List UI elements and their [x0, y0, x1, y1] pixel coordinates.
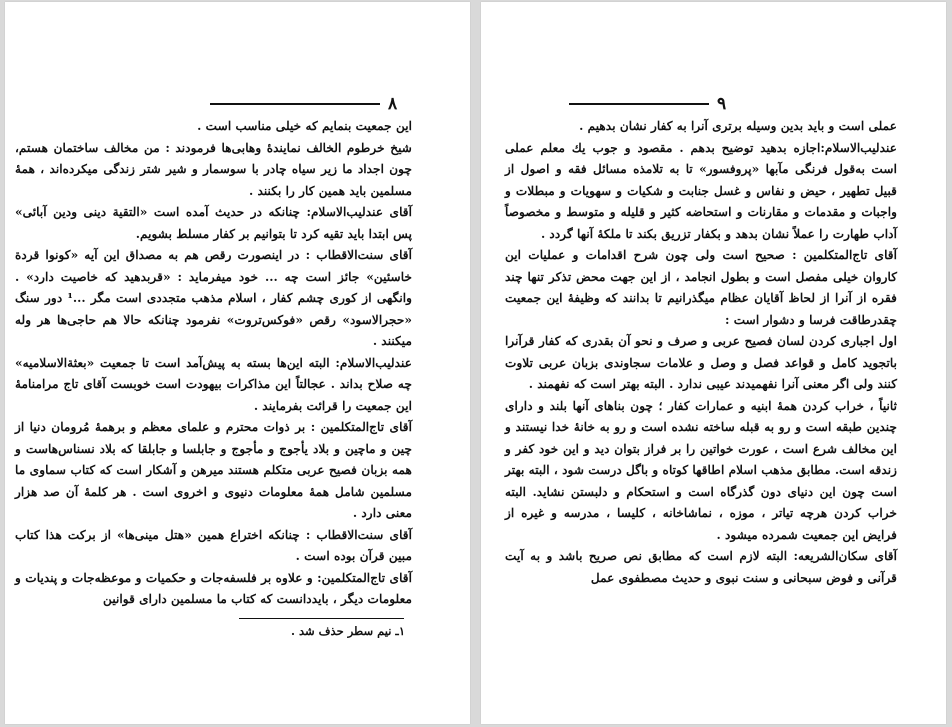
document-page-right	[481, 2, 946, 724]
footnote-rule	[239, 618, 404, 619]
paragraph: عملی است و باید بدین وسیله برتری آنرا به کفار نشان بدهیم .	[579, 119, 897, 133]
footnote: ۱ـ نیم سطر حذف شد .	[290, 624, 405, 638]
paragraph: این جمعیت بنمایم که خیلی مناسب است .	[197, 119, 412, 133]
paragraph: عندلیب‌الاسلام:اجازه بدهید توضیح بدهم . مقصود و جوب یك معلم عملی است به‌قول فرنگی مآبها «پروفسور» تا به تلامذه مسائل فقه و اصول از قبیل تطهیر ، حیض و نفاس و غسل جنابت و شکیات و سهویات و مبطلات و واجبات و مقدمات و مقارنات و استحاضه کثیر و قلیله و متوسط و مخصوصاً آداب طهارت را عملاً نشان بدهد و بکفار تزریق بکند تا ملکهٔ آنها گردد .	[505, 140, 897, 241]
document-page-left	[5, 2, 470, 724]
page-body	[505, 116, 897, 589]
page-number: ۸	[388, 94, 398, 114]
paragraph: ثانیاً ، خراب کردن همهٔ ابنیه و عمارات کفار ؛ چون بناهای آنها بلند و دارای چندین طبقه است و رو به قبله ساخته نشده است و رو به خانهٔ خدا نیستند و این مخالف شرع است ، عورت خواتین را بر فراز بتوان دید و این خود کفر و زندقه است. مطابق مذهب اسلام اطاقها کوتاه و باگل درست شود ، البته بهتر است چون این دنیای دون گذرگاه است و استحکام و دلبستن نشاید. البته خراب کردن هرچه تیاتر ، موزه ، نماشاخانه ، کلیسا ، مدرسه و غیره از فرایض این جمعیت شمرده میشود .	[505, 398, 897, 542]
paragraph: آقای سکان‌الشریعه: البته لازم است که مطابق نص صریح باشد و به آیت قرآنی و فوض سبحانی و سنت نبوی و حدیث مصطفوی عمل	[505, 549, 897, 585]
header-rule	[569, 103, 709, 105]
header-rule	[210, 103, 380, 105]
paragraph: عندلیب‌الاسلام: البته این‌ها بسته به پیش‌آمد است تا جمعیت «بعثة‌الاسلامیه» چه صلاح بداند . عجالتاً این مذاکرات بیهودت است خوبست آقای تاج مرامنامهٔ این جمعیت را قرائت بفرمایند .	[15, 355, 412, 413]
paragraph: آقای سنت‌الاقطاب : چنانکه اختراع همین «هتل مینی‌ها» از برکت هذا کتاب مبین قرآن بوده است .	[15, 527, 412, 563]
paragraph: آقای تاج‌المتکلمین : بر ذوات محترم و علمای معظم و برهمهٔ مُرومان دنیا از چین و ماچین و بلاد یأجوج و مأجوج و جابلسا و جابلقا که بلاد نسناس‌هاست و همه بزبان فصیح عربی متکلم هستند میرهن و آشکار است که کتاب سماوی ما مسلمین شامل همهٔ معلومات دنیوی و اخروی است . هر کلمهٔ آن صد هزار معنی دارد .	[15, 420, 412, 520]
page-header	[210, 94, 397, 114]
paragraph: اول اجباری کردن لسان فصیح عربی و صرف و نحو آن بقدری که کفار قرآنرا باتجوید کامل و قواعد فصل و وصل و علامات سجاوندی بزبان عربی تلاوت کنند ولی اگر معنی آنرا نفهمیدند عیبی ندارد . البته بهتر است که نفهمند .	[505, 334, 897, 391]
paragraph: آقای عندلیب‌الاسلام: چنانکه در حدیث آمده است «التقیة دینی ودین آبائی» پس ابتدا باید تقیه کرد تا بتوانیم بر کفار مسلط بشویم.	[15, 205, 412, 241]
paragraph: شیخ خرطوم الخالف نمایندهٔ وهابی‌ها فرمودند : من مخالف ساختمان هستم، چون اجداد ما زیر سیاه چادر با سوسمار و شیر شتر زندگی میکرده‌اند ، همهٔ مسلمین باید همین کار را بکنند .	[15, 140, 412, 198]
page-header	[569, 94, 726, 114]
paragraph: آقای تاج‌المتکلمین: و علاوه بر فلسفه‌جات و حکمیات و موعظه‌جات و پندیات و معلومات دیگر ، بایددانست که کتاب ما مسلمین دارای قوانین	[15, 570, 412, 606]
paragraph: آقای تاج‌المتکلمین : صحیح است ولی چون شرح اقدامات و عملیات این کاروان خیلی مفصل است و بطول انجامد ، از این جهت محض تذکر تنها چند فقره از آنرا از لحاظ آقایان عظام میگذرانیم تا بدانند که وظیفهٔ این جمعیت چقدرطاقت فرسا و دشوار است :	[505, 248, 897, 327]
page-body	[15, 116, 412, 611]
page-number: ۹	[717, 94, 727, 114]
paragraph: آقای سنت‌الاقطاب : در اینصورت رقص هم به مصداق این آیه «کونوا قردة خاسئین» جائز است چه ... خود میفرماید : «قربدهید که خاصیت دارد» . وانگهی از کوری چشم کفار ، اسلام مذهب متجددی است مگر ...¹ دور سنگ «حجرالاسود» رقص «فوکس‌تروت» نفرمود چنانکه حالا هم حاجی‌ها هر وله میکنند .	[15, 248, 413, 348]
